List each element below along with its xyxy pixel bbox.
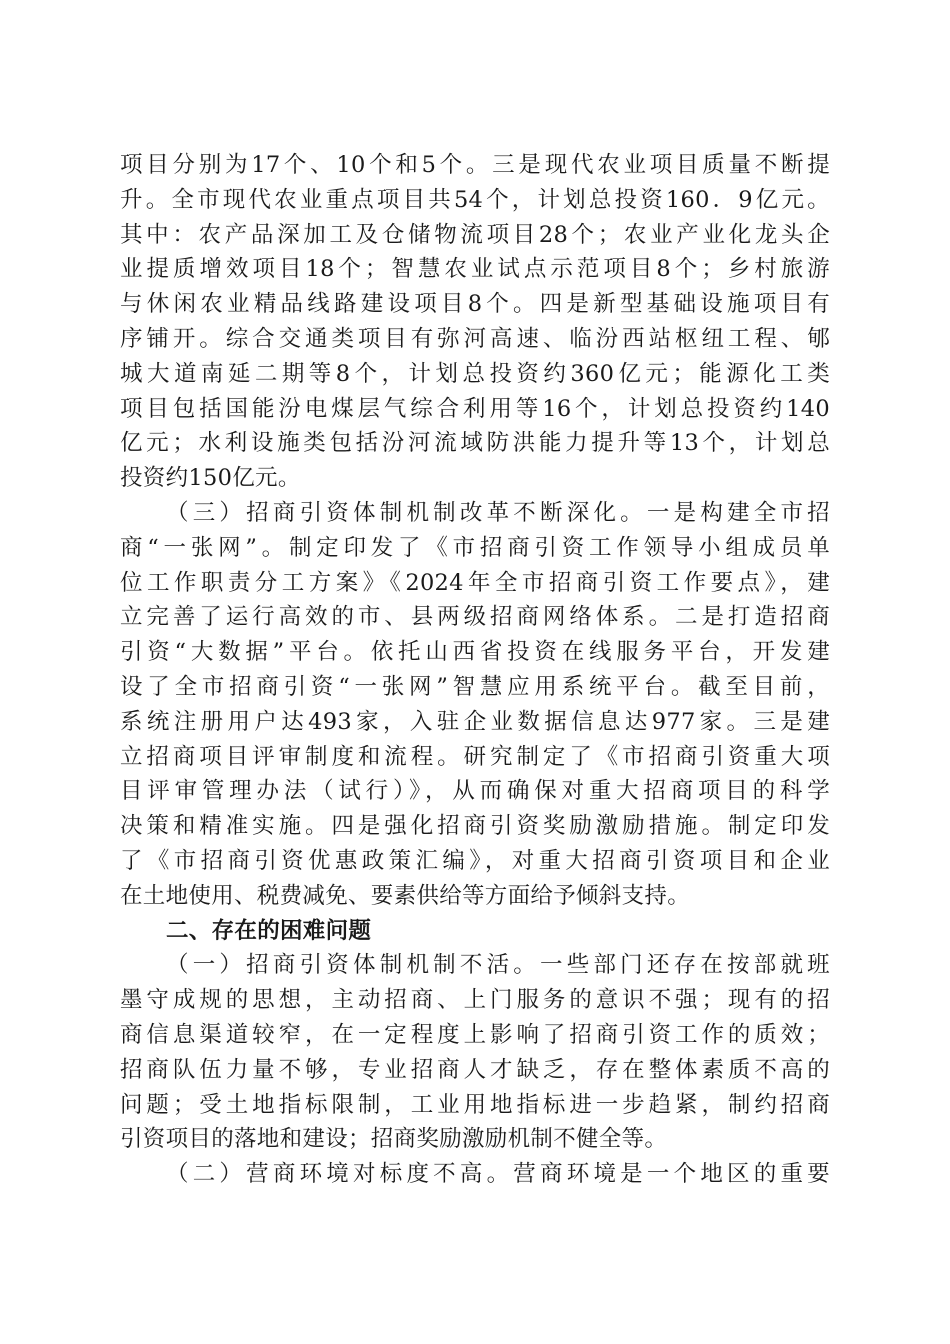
text-line: 亿元；水利设施类包括汾河流域防洪能力提升等13个，计划总 [120,430,830,457]
text-line: 序铺开。综合交通类项目有弥河高速、临汾西站枢纽工程、郇 [120,325,830,352]
text-line: 项目分别为17个、10个和5个。三是现代农业项目质量不断提 [120,152,830,178]
paragraph-start-line: （二）营商环境对标度不高。营商环境是一个地区的重要 [166,1161,830,1188]
text-line: 与休闲农业精品线路建设项目8个。四是新型基础设施项目有 [120,291,830,318]
text-line: 系统注册用户达493家，入驻企业数据信息达977家。三是建 [120,708,830,735]
text-line: 投资约150亿元。 [120,465,301,492]
text-line: 其中：农产品深加工及仓储物流项目28个；农业产业化龙头企 [120,221,830,248]
text-line: 设了全市招商引资“一张网”智慧应用系统平台。截至目前， [120,673,830,700]
paragraph-start-line: （一）招商引资体制机制不活。一些部门还存在按部就班 [166,952,830,979]
text-line: 立完善了运行高效的市、县两级招商网络体系。二是打造招商 [120,604,830,631]
text-line: 招商队伍力量不够，专业招商人才缺乏，存在整体素质不高的 [120,1056,830,1083]
section-heading: 二、存在的困难问题 [166,917,372,944]
paragraph-start-line: （三）招商引资体制机制改革不断深化。一是构建全市招 [166,499,830,526]
text-line: 城大道南延二期等8个，计划总投资约360亿元；能源化工类 [120,360,830,387]
text-line: 引资项目的落地和建设；招商奖励激励机制不健全等。 [120,1126,668,1153]
text-line: 升。全市现代农业重点项目共54个，计划总投资160．9亿元。 [120,186,830,213]
text-line: 问题；受土地指标限制，工业用地指标进一步趋紧，制约招商 [120,1091,830,1118]
text-line: 墨守成规的思想，主动招商、上门服务的意识不强；现有的招 [120,987,830,1014]
text-line: 项目包括国能汾电煤层气综合利用等16个，计划总投资约140 [120,395,830,422]
text-line: 位工作职责分工方案》《2024年全市招商引资工作要点》，建 [120,569,830,596]
text-line: 目评审管理办法（试行）》，从而确保对重大招商项目的科学 [120,778,830,805]
text-line: 商“一张网”。制定印发了《市招商引资工作领导小组成员单 [120,534,830,561]
text-line: 在土地使用、税费减免、要素供给等方面给予倾斜支持。 [120,882,691,909]
document-body [120,148,830,1192]
text-line: 业提质增效项目18个；智慧农业试点示范项目8个；乡村旅游 [120,256,830,283]
text-line: 立招商项目评审制度和流程。研究制定了《市招商引资重大项 [120,743,830,770]
text-line: 了《市招商引资优惠政策汇编》，对重大招商引资项目和企业 [120,847,830,874]
text-line: 决策和精准实施。四是强化招商引资奖励激励措施。制定印发 [120,813,830,840]
text-line: 商信息渠道较窄，在一定程度上影响了招商引资工作的质效； [120,1021,830,1048]
text-line: 引资“大数据”平台。依托山西省投资在线服务平台，开发建 [120,639,830,666]
